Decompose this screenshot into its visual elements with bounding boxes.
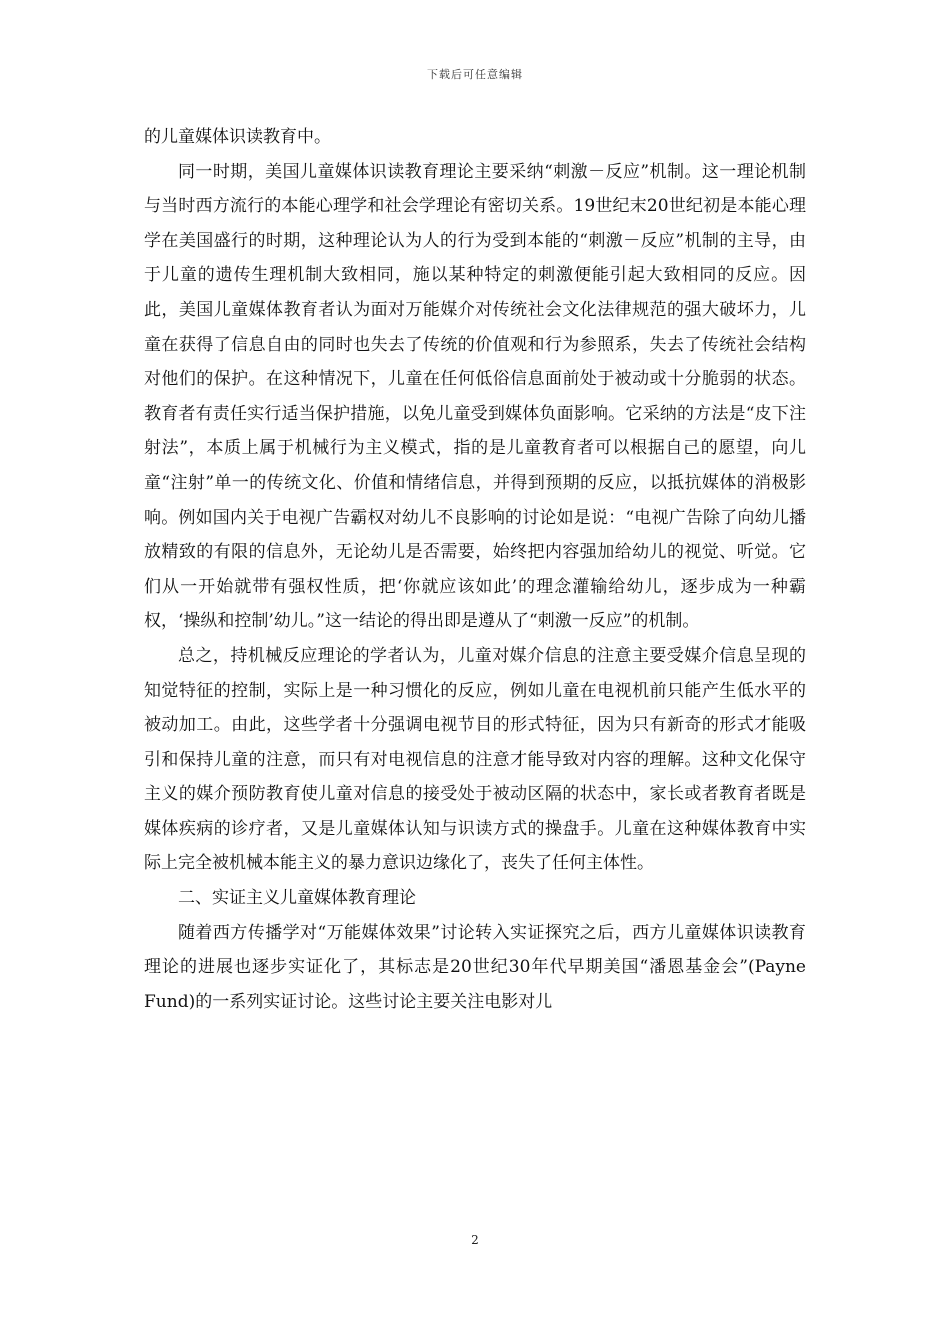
paragraph-stimulus-response: 同一时期，美国儿童媒体识读教育理论主要采纳“刺激－反应”机制。这一理论机制与当时西方流行的本能心理学和社会学理论有密切关系。19世纪末20世纪初是本能心理学在美国盛行的时期，这种理论认为人的行为受到本能的“刺激－反应”机制的主导，由于儿童的遗传生理机制大致相同，施以某种特定的刺激便能引起大致相同的反应。因此，美国儿童媒体教育者认为面对万能媒介对传统社会文化法律规范的强大破坏力，儿童在获得了信息自由的同时也失去了传统的价值观和行为参照系，失去了传统社会结构对他们的保护。在这种情况下，儿童在任何低俗信息面前处于被动或十分脆弱的状态。教育者有责任实行适当保护措施，以免儿童受到媒体负面影响。它采纳的方法是“皮下注射法”，本质上属于机械行为主义模式，指的是儿童教育者可以根据自己的愿望，向儿童“注射”单一的传统文化、价值和情绪信息，并得到预期的反应，以抵抗媒体的消极影响。例如国内关于电视广告霸权对幼儿不良影响的讨论如是说：“电视广告除了向幼儿播放精致的有限的信息外，无论幼儿是否需要，始终把内容强加给幼儿的视觉、听觉。它们从一开始就带有强权性质，把‘你就应该如此’的理念灌输给幼儿，逐步成为一种霸权，‘操纵和控制’幼儿。”这一结论的得出即是遵从了“刺激一反应”的机制。 [144, 161, 806, 632]
paragraph-summary: 总之，持机械反应理论的学者认为，儿童对媒介信息的注意主要受媒介信息呈现的知觉特征的控制，实际上是一种习惯化的反应，例如儿童在电视机前只能产生低水平的被动加工。由此，这些学者十分强调电视节目的形式特征，因为只有新奇的形式才能吸引和保持儿童的注意，而只有对电视信息的注意才能导致对内容的理解。这种文化保守主义的媒介预防教育使儿童对信息的接受处于被动区隔的状态中，家长或者教育者既是媒体疾病的诊疗者，又是儿童媒体认知与识读方式的操盘手。儿童在这种媒体教育中实际上完全被机械本能主义的暴力意识边缘化了，丧失了任何主体性。 [144, 645, 806, 874]
paragraph-positivism: 随着西方传播学对“万能媒体效果”讨论转入实证探究之后，西方儿童媒体识读教育理论的进展也逐步实证化了，其标志是20世纪30年代早期美国“潘恩基金会”(Payne Fund)的一系列实证讨论。这些讨论主要关注电影对儿 [144, 922, 806, 1012]
paragraph-continuation: 的儿童媒体识读教育中。 [144, 127, 331, 147]
body-text [144, 120, 806, 1019]
page-number: 2 [471, 1233, 479, 1247]
page-header: 下载后可任意编辑 [427, 68, 523, 81]
section-heading: 二、实证主义儿童媒体教育理论 [178, 888, 416, 909]
